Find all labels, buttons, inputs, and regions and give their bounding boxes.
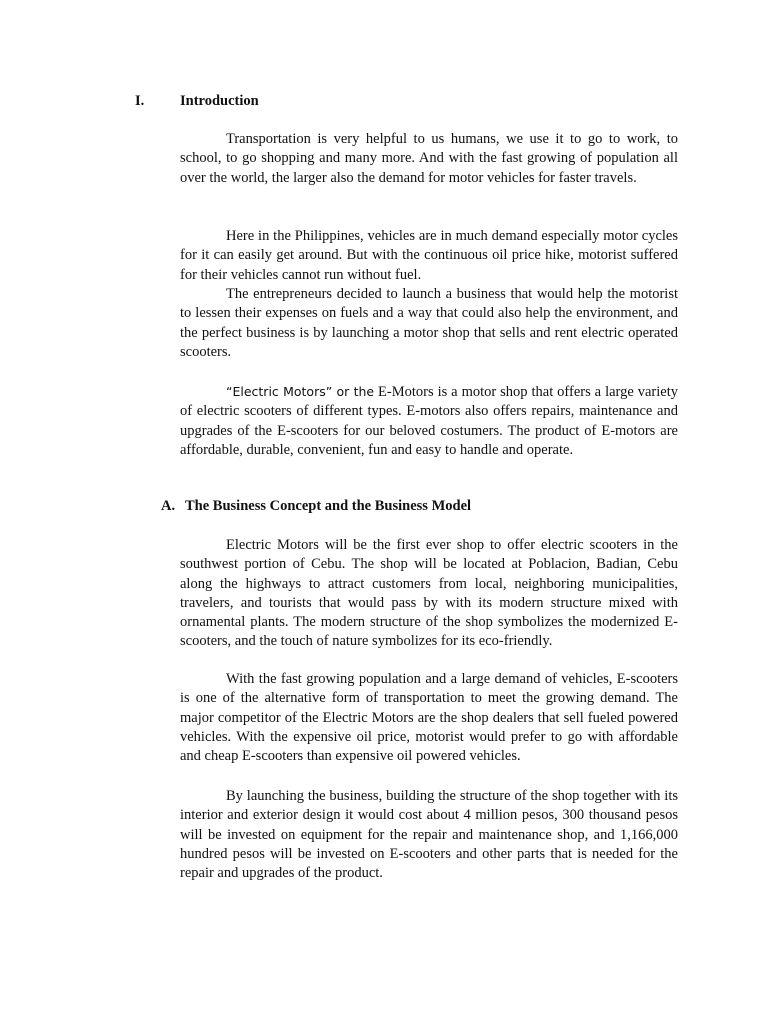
- heading-number: I.: [135, 93, 145, 109]
- intro-paragraph-3: The entrepreneurs decided to launch a business that would help the motorist to lessen their expenses on fuels and a way that could also help the environment, and the perfect business is by launching a motor shop that sells and rent electric operated scooters.: [180, 286, 678, 360]
- intro-paragraph-2: Here in the Philippines, vehicles are in much demand especially motor cycles for it can easily get around. But with the continuous oil price hike, motorist suffered for their vehicles cannot run without fuel.: [180, 228, 678, 283]
- emotors-quoted-name: “Electric Motors” or the: [226, 384, 375, 399]
- heading-title: Introduction: [180, 93, 259, 109]
- emotors-paragraph: [180, 382, 678, 460]
- section-a-paragraph-1: Electric Motors will be the first ever shop to offer electric scooters in the southwest portion of Cebu. The shop will be located at Poblacion, Badian, Cebu along the highways to attract customers from local, neighboring municipalities, travelers, and tourists that would pass by with its modern structure mixed with ornamental plants. The modern structure of the shop symbolizes the modernized E-scooters, and the touch of nature symbolizes for its eco-friendly.: [180, 537, 678, 650]
- section-a-title: The Business Concept and the Business Model: [185, 498, 472, 514]
- emotors-rest-text: E-Motors is a motor shop that offers a large variety of electric scooters of different types. E-motors also offers repairs, maintenance and upgrades of the E-scooters for our beloved costumers. The product of E-motors are affordable, durable, convenient, fun and easy to handle and operate.: [180, 384, 678, 458]
- intro-paragraph-1: Transportation is very helpful to us humans, we use it to go to work, to school, to go shopping and many more. And with the fast growing of population all over the world, the larger also the demand for motor vehicles for faster travels.: [180, 131, 678, 186]
- section-a-paragraph-3: By launching the business, building the structure of the shop together with its interior and exterior design it would cost about 4 million pesos, 300 thousand pesos will be invested on equipment for the repair and maintenance shop, and 1,166,000 hundred pesos will be invested on E-scooters and other parts that is needed for the repair and upgrades of the product.: [180, 788, 678, 882]
- section-a-paragraph-2: With the fast growing population and a large demand of vehicles, E-scooters is one of the alternative form of transportation to meet the growing demand. The major competitor of the Electric Motors are the shop dealers that sell fueled powered vehicles. With the expensive oil price, motorist would prefer to go with affordable and cheap E-scooters than expensive oil powered vehicles.: [180, 671, 678, 765]
- section-a-heading: [161, 497, 471, 516]
- section-a-number: A.: [161, 498, 176, 514]
- introduction-heading: [135, 92, 259, 111]
